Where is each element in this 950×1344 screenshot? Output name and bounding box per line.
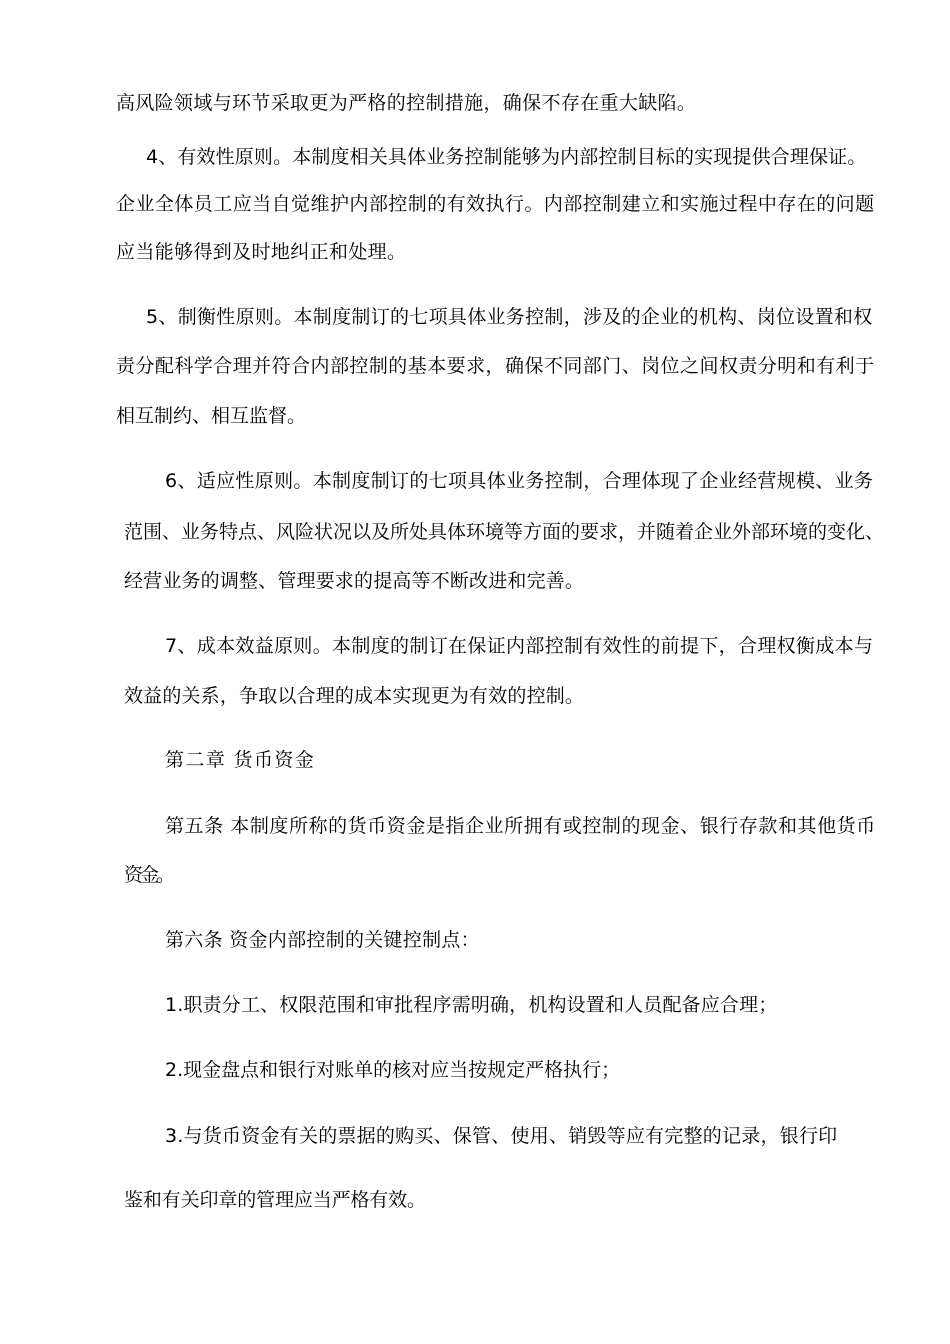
paragraph-line: 范围、业务特点、风险状况以及所处具体环境等方面的要求，并随着企业外部环境的变化、 xyxy=(124,521,885,543)
paragraph-line: 相互制约、相互监督。 xyxy=(116,405,307,427)
paragraph-line: 应当能够得到及时地纠正和处理。 xyxy=(116,241,407,263)
list-item: 1.职责分工、权限范围和审批程序需明确，机构设置和人员配备应合理； xyxy=(165,994,778,1016)
paragraph-line: 7、成本效益原则。本制度的制订在保证内部控制有效性的前提下，合理权衡成本与 xyxy=(165,635,874,657)
list-item: 2.现金盘点和银行对账单的核对应当按规定严格执行； xyxy=(165,1059,621,1081)
paragraph-line: 高风险领域与环节采取更为严格的控制措施，确保不存在重大缺陷。 xyxy=(116,92,697,114)
chapter-heading: 第二章 货币资金 xyxy=(165,749,316,771)
list-item: 3.与货币资金有关的票据的购买、保管、使用、销毁等应有完整的记录，银行印 xyxy=(165,1125,838,1147)
paragraph-line: 企业全体员工应当自觉维护内部控制的有效执行。内部控制建立和实施过程中存在的问题 xyxy=(116,193,875,215)
paragraph-line: 6、适应性原则。本制度制订的七项具体业务控制，合理体现了企业经营规模、业务 xyxy=(165,470,874,492)
paragraph-line: 经营业务的调整、管理要求的提高等不断改进和完善。 xyxy=(124,570,585,592)
article-heading: 第六条 资金内部控制的关键控制点： xyxy=(165,929,480,951)
paragraph-line: 5、制衡性原则。本制度制订的七项具体业务控制，涉及的企业的机构、岗位设置和权 xyxy=(146,306,873,328)
paragraph-line: 资金。 xyxy=(124,864,173,886)
paragraph-line: 责分配科学合理并符合内部控制的基本要求，确保不同部门、岗位之间权责分明和有利于 xyxy=(116,355,875,377)
paragraph-line: 第五条 本制度所称的货币资金是指企业所拥有或控制的现金、银行存款和其他货币 xyxy=(165,815,876,837)
paragraph-line: 4、有效性原则。本制度相关具体业务控制能够为内部控制目标的实现提供合理保证。 xyxy=(146,146,867,168)
paragraph-line: 鉴和有关印章的管理应当严格有效。 xyxy=(124,1189,426,1211)
paragraph-line: 效益的关系，争取以合理的成本实现更为有效的控制。 xyxy=(124,685,585,707)
